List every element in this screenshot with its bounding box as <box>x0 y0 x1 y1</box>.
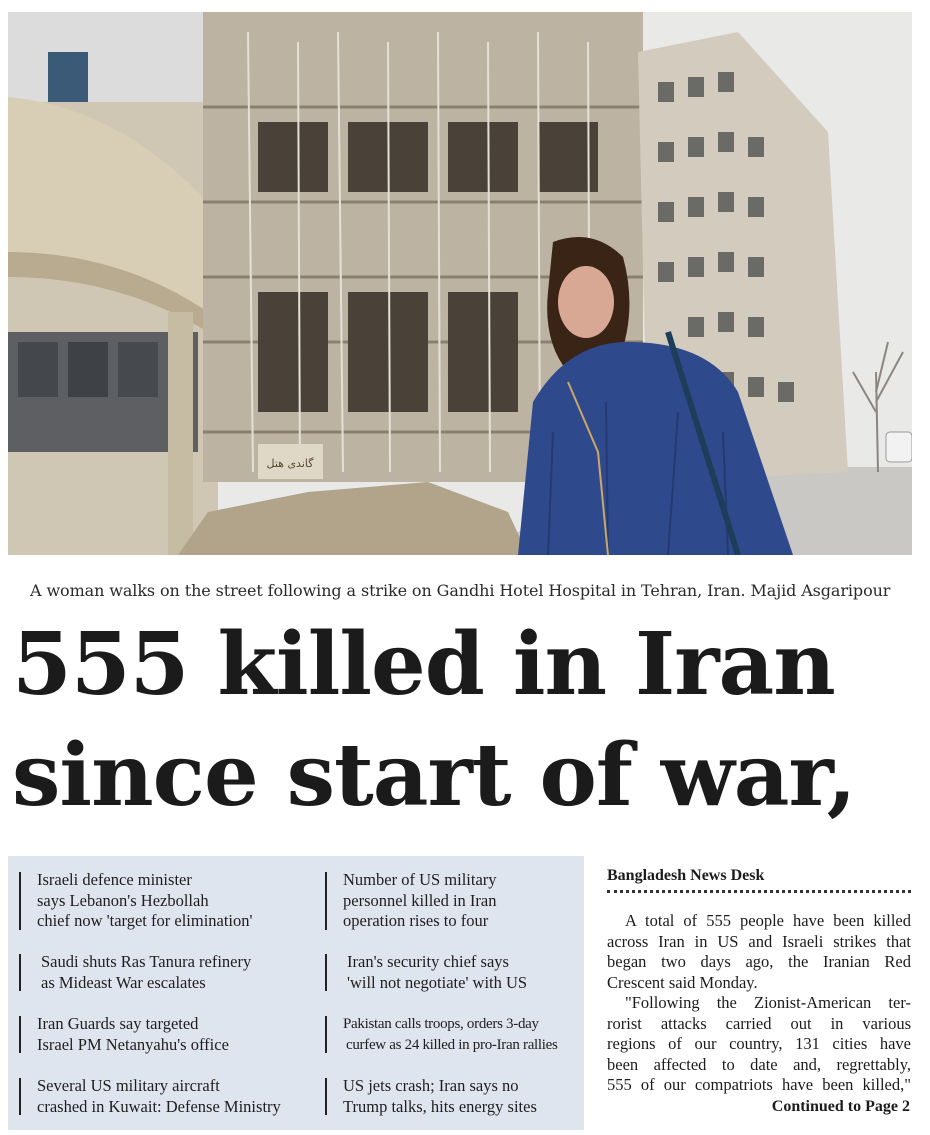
brief-bar <box>325 1078 327 1115</box>
brief-text: Saudi shuts Ras Tanura refinery <box>41 952 252 971</box>
brief-text: chief now 'target for elimination' <box>37 911 253 930</box>
brief-text: operation rises to four <box>343 911 489 930</box>
headline-line-2: since start of war, <box>12 725 856 826</box>
news-photo <box>8 12 912 555</box>
hotel-sign-text: گاندی هتل <box>266 457 314 470</box>
brief-item[interactable] <box>343 1076 537 1117</box>
brief-bar <box>325 872 327 930</box>
story-line: across Iran in US and Israeli strikes that <box>607 931 911 951</box>
brief-text: Several US military aircraft <box>37 1076 220 1095</box>
brief-text: Pakistan calls troops, orders 3-day <box>343 1016 539 1032</box>
brief-text: Trump talks, hits energy sites <box>343 1096 537 1116</box>
photo-caption: A woman walks on the street following a strike on Gandhi Hotel Hospital in Tehran, Iran. Majid Asgaripour <box>30 581 891 600</box>
brief-item[interactable] <box>37 870 253 932</box>
brief-item[interactable] <box>37 1014 229 1055</box>
headline-line-1: 555 killed in Iran <box>12 614 835 715</box>
story-line: A total of 555 people have been killed <box>625 911 911 930</box>
brief-item[interactable] <box>41 952 251 993</box>
brief-text: Iran's security chief says <box>347 952 509 971</box>
story-line: regions of our country, 131 cities have <box>607 1034 911 1053</box>
brief-text: crashed in Kuwait: Defense Ministry <box>37 1096 281 1116</box>
brief-text: Israeli defence minister <box>37 870 192 889</box>
brief-bar <box>19 872 21 930</box>
dotted-divider <box>607 890 911 893</box>
brief-bar <box>19 1016 21 1053</box>
brief-text: US jets crash; Iran says no <box>343 1076 519 1095</box>
brief-item[interactable] <box>347 952 527 993</box>
brief-item[interactable] <box>37 1076 281 1117</box>
brief-text: Number of US military <box>343 870 497 889</box>
brief-text: Iran Guards say targeted <box>37 1014 199 1033</box>
brief-item[interactable] <box>343 870 497 932</box>
brief-bar <box>325 1016 327 1053</box>
story-body <box>607 911 911 1096</box>
continued-link[interactable]: Continued to Page 2 <box>771 1098 910 1115</box>
brief-text: curfew as 24 killed in pro-Iran rallies <box>346 1036 558 1053</box>
brief-text: 'will not negotiate' with US <box>347 972 528 992</box>
brief-text: personnel killed in Iran <box>343 890 497 910</box>
story-line: been affected to date and, regrettably, <box>607 1054 911 1074</box>
news-briefs-panel <box>8 856 584 1130</box>
brief-text: says Lebanon's Hezbollah <box>37 890 209 910</box>
brief-bar <box>325 954 327 991</box>
story-line: 555 of our compatriots have been killed," <box>607 1075 911 1094</box>
story-line: rorist attacks carried out in various <box>607 1013 911 1033</box>
story-line: began two days ago, the Iranian Red <box>607 952 911 971</box>
brief-text: Israel PM Netanyahu's office <box>37 1034 229 1054</box>
brief-bar <box>19 1078 21 1115</box>
story-line: "Following the Zionist-American ter- <box>625 993 911 1012</box>
byline: Bangladesh News Desk <box>607 867 765 884</box>
brief-item[interactable] <box>343 1014 558 1055</box>
brief-bar <box>19 954 21 991</box>
brief-text: as Mideast War escalates <box>41 972 206 992</box>
story-line: Crescent said Monday. <box>607 972 758 992</box>
